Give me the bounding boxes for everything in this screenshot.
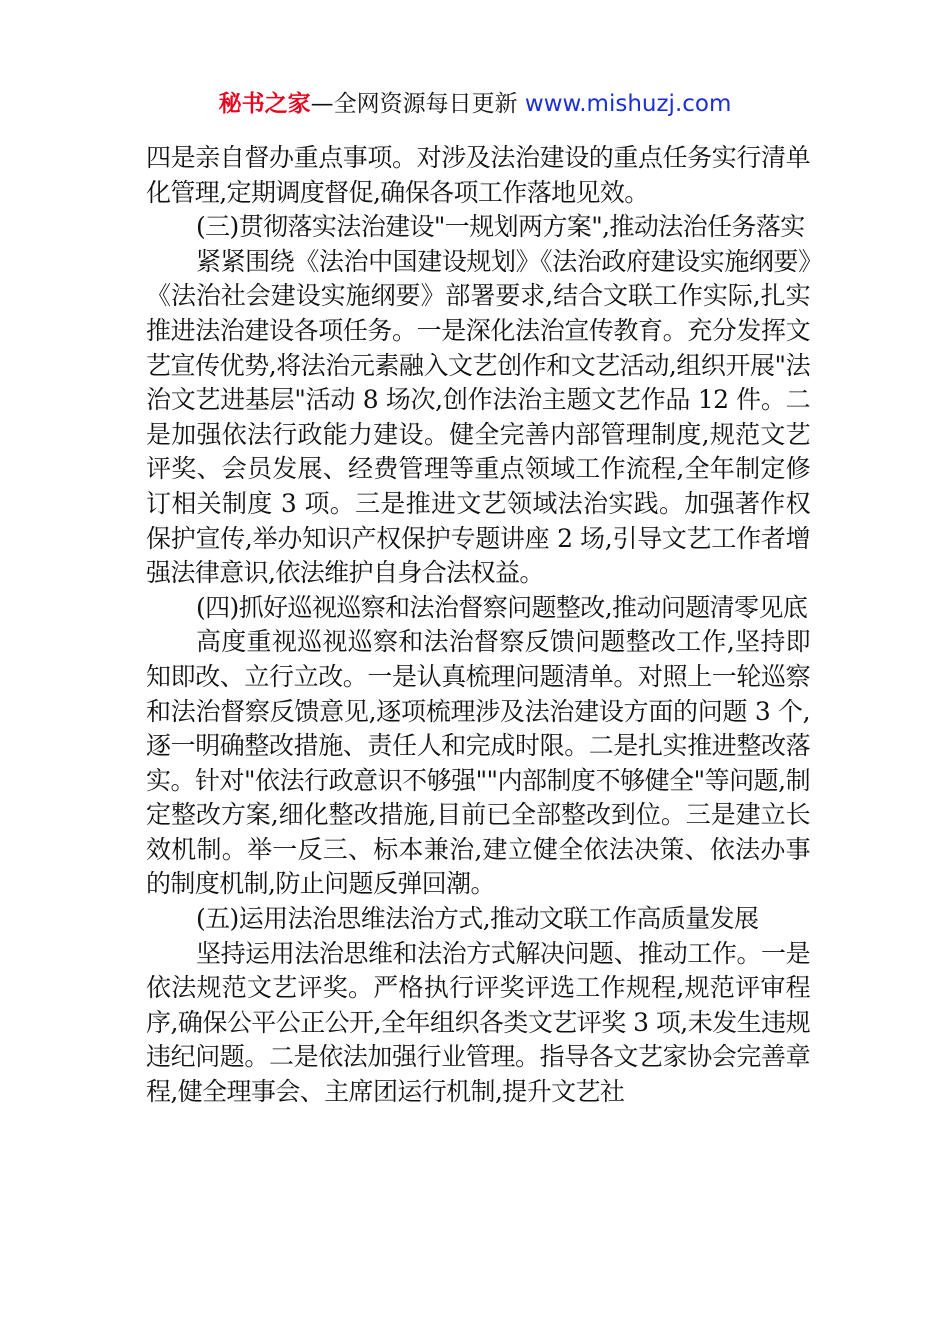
- section-heading-4: (四)抓好巡视巡察和法治督察问题整改,推动问题清零见底: [196, 592, 808, 622]
- site-url-link[interactable]: www.mishuzj.com: [524, 91, 732, 117]
- brand-name: 秘书之家: [218, 91, 311, 117]
- document-body: [146, 141, 810, 1110]
- site-header: [0, 86, 950, 122]
- section-heading-5: (五)运用法治思维法治方式,推动文联工作高质量发展: [196, 904, 759, 934]
- body-paragraph: 坚持运用法治思维和法治方式解决问题、推动工作。一是依法规范文艺评奖。严格执行评奖评选工作规程,规范评审程序,确保公平公正公开,全年组织各类文艺评奖 3 项,未发生违规违纪问题。二是依法加强行业管理。指导各文艺家协会完善章程,健全理事会、主席团运行机制,提升文艺社: [146, 938, 810, 1107]
- body-paragraph: 高度重视巡视巡察和法治督察反馈问题整改工作,坚持即知即改、立行立改。一是认真梳理问题清单。对照上一轮巡察和法治督察反馈意见,逐项梳理涉及法治建设方面的问题 3 个,逐一明确整改措施、责任人和完成时限。二是扎实推进整改落实。针对"依法行政意识不够强""内部制度不够健全"等问题,制定整改方案,细化整改措施,目前已全部整改到位。三是建立长效机制。举一反三、标本兼治,建立健全依法决策、依法办事的制度机制,防止问题反弹回潮。: [146, 627, 810, 899]
- header-tagline: —全网资源每日更新: [310, 91, 518, 117]
- paragraph-continuation: 四是亲自督办重点事项。对涉及法治建设的重点任务实行清单化管理,定期调度督促,确保各项工作落地见效。: [146, 143, 810, 207]
- section-heading-3: (三)贯彻落实法治建设"一规划两方案",推动法治任务落实: [196, 212, 805, 242]
- body-paragraph: 紧紧围绕《法治中国建设规划》《法治政府建设实施纲要》《法治社会建设实施纲要》部署要求,结合文联工作实际,扎实推进法治建设各项任务。一是深化法治宣传教育。充分发挥文艺宣传优势,将法治元素融入文艺创作和文艺活动,组织开展"法治文艺进基层"活动 8 场次,创作法治主题文艺作品 12 件。二是加强依法行政能力建设。健全完善内部管理制度,规范文艺评奖、会员发展、经费管理等重点领域工作流程,全年制定修订相关制度 3 项。三是推进文艺领域法治实践。加强著作权保护宣传,举办知识产权保护专题讲座 2 场,引导文艺工作者增强法律意识,依法维护自身合法权益。: [146, 246, 810, 588]
